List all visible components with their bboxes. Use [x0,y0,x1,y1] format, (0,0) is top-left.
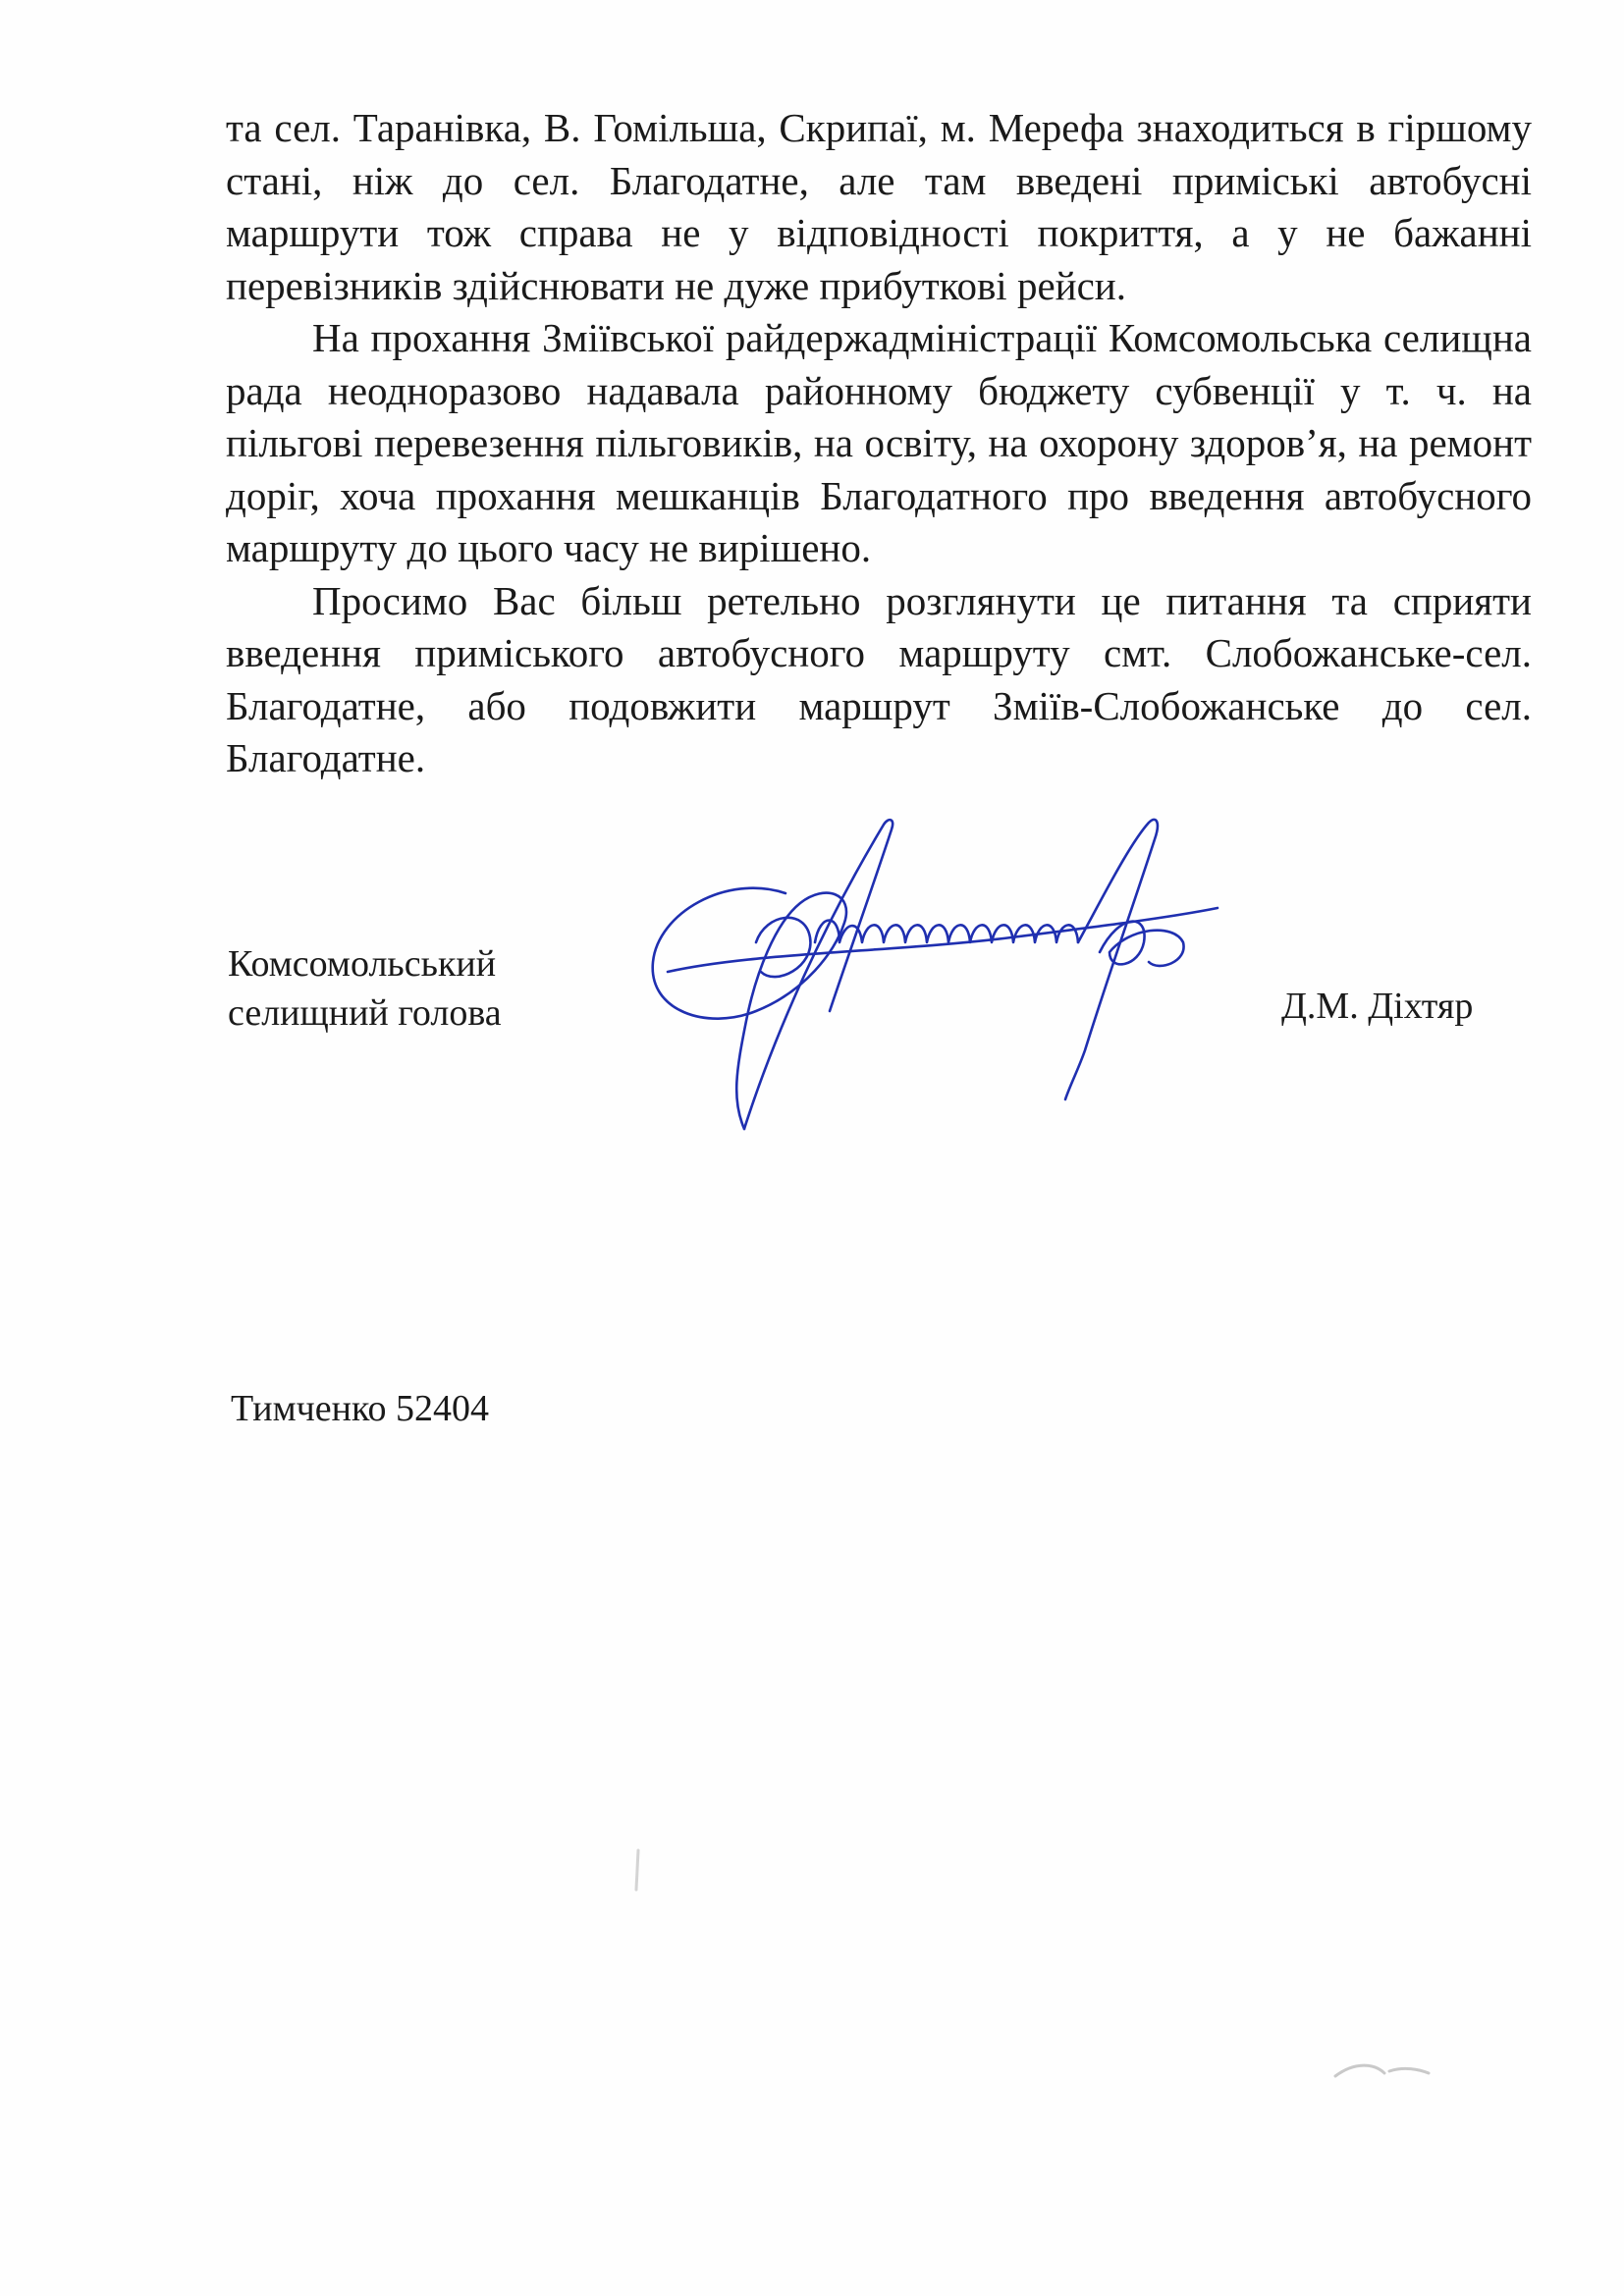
signatory-position-line1: Комсомольський [228,943,497,985]
signatory-position [228,939,502,1038]
signatory-name: Д.М. Діхтяр [1281,986,1474,1027]
scan-smudge [1326,2052,1434,2091]
executor-contact: Тимченко 52404 [231,1388,489,1429]
handwritten-signature [638,805,1227,1158]
signatory-position-line2: селищний голова [228,992,502,1034]
scan-dot [628,1845,648,1895]
paragraph-request: Просимо Вас більш ретельно розглянути це питання та сприяти введення приміського автобусного маршруту смт. Слобожанське-сел. Благодатне, або подовжити маршрут Зміїв-Слобожанське до сел. Благодатне. [226,577,1532,780]
letter-body [226,102,1532,785]
paragraph-continuation: та сел. Таранівка, В. Гомільша, Скрипаї, м. Мерефа знаходиться в гіршому стані, ніж до сел. Благодатне, але там введені приміські автобусні маршрути тож справа не у відповідності покриття, а у не бажанні перевізників здійснювати не дуже прибуткові рейси. [226,105,1532,308]
paragraph-subventions: На прохання Зміївської райдержадміністрації Комсомольська селищна рада неодноразово надавала районному бюджету субвенції у т. ч. на пільгові перевезення пільговиків, на освіту, на охорону здоров’я, на ремонт доріг, хоча прохання мешканців Благодатного про введення автобусного маршруту до цього часу не вирішено. [226,315,1532,570]
